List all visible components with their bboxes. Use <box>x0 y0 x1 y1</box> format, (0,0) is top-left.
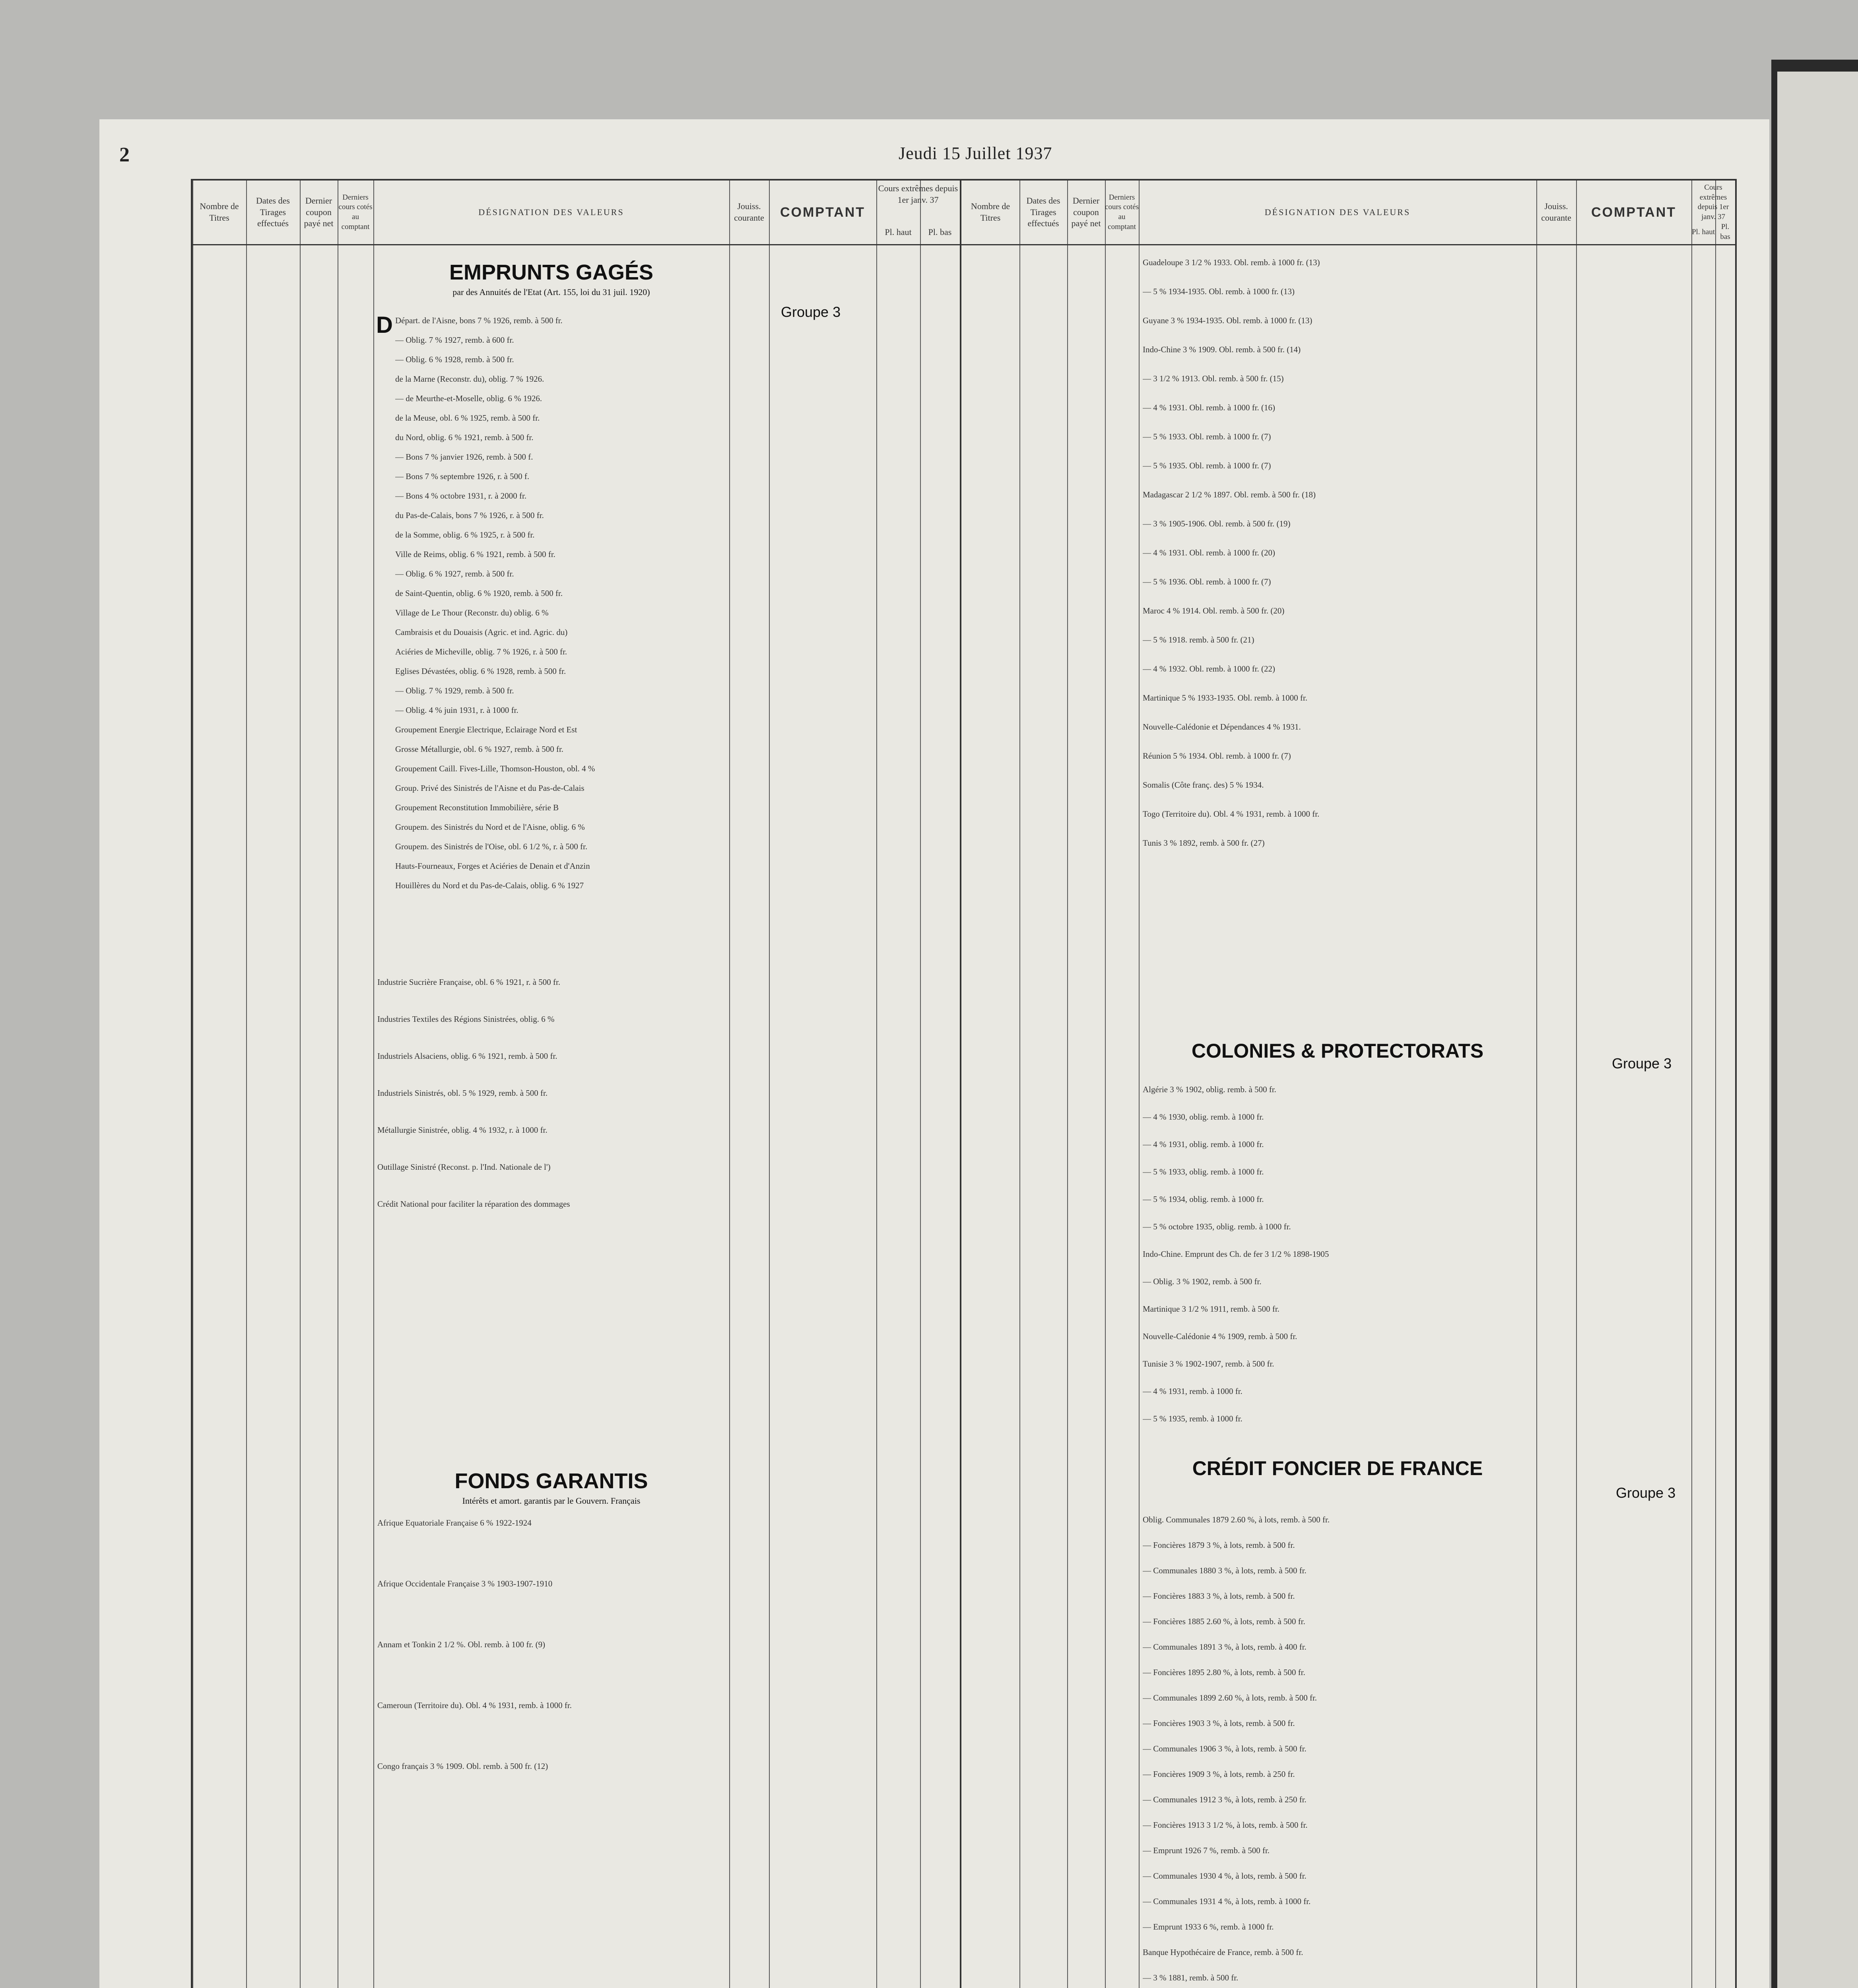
designation-row: — Communales 1880 3 %, à lots, remb. à 500 fr. <box>1143 1566 1307 1575</box>
designation-row: — Bons 7 % septembre 1926, r. à 500 f. <box>395 472 530 481</box>
designation-row: de Saint-Quentin, oblig. 6 % 1920, remb. à 500 fr. <box>395 588 563 598</box>
designation-row: — Oblig. 7 % 1929, remb. à 500 fr. <box>395 686 514 695</box>
colonial-loans-list <box>1143 256 1534 1035</box>
designation-row: Group. Privé des Sinistrés de l'Aisne et du Pas-de-Calais <box>395 783 584 793</box>
designation-row: Nouvelle-Calédonie et Dépendances 4 % 1931. <box>1143 722 1301 732</box>
col-cours-extremes-right: Cours extrêmes depuis 1er janv. 37 <box>1697 183 1729 221</box>
designation-row: Madagascar 2 1/2 % 1897. Obl. remb. à 500 fr. (18) <box>1143 490 1316 499</box>
designation-row: — Foncières 1879 3 %, à lots, remb. à 500 fr. <box>1143 1540 1295 1550</box>
designation-row: Togo (Territoire du). Obl. 4 % 1931, remb. à 1000 fr. <box>1143 809 1320 819</box>
designation-row: — 5 % 1935, remb. à 1000 fr. <box>1143 1414 1243 1423</box>
designation-row: — Communales 1891 3 %, à lots, remb. à 400 fr. <box>1143 1642 1307 1652</box>
col-dates-tirages-right: Dates des Tirages effectués <box>1026 196 1060 229</box>
designation-row: — Oblig. 4 % juin 1931, r. à 1000 fr. <box>395 705 518 715</box>
designation-row: Eglises Dévastées, oblig. 6 % 1928, remb. à 500 fr. <box>395 666 566 676</box>
designation-row: — Oblig. 6 % 1927, remb. à 500 fr. <box>395 569 514 579</box>
designation-row: — de Meurthe-et-Moselle, oblig. 6 % 1926. <box>395 394 542 403</box>
designation-row: — 5 % 1934, oblig. remb. à 1000 fr. <box>1143 1194 1264 1204</box>
designation-row: Village de Le Thour (Reconstr. du) oblig. 6 % <box>395 608 549 617</box>
col-comptant: COMPTANT <box>780 204 866 220</box>
designation-row: — 5 % 1934-1935. Obl. remb. à 1000 fr. (13) <box>1143 287 1295 296</box>
designation-row: Indo-Chine. Emprunt des Ch. de fer 3 1/2 % 1898-1905 <box>1143 1249 1329 1259</box>
designation-row: — 3 % 1881, remb. à 500 fr. <box>1143 1973 1239 1982</box>
designation-row: Crédit National pour faciliter la réparation des dommages <box>377 1199 570 1209</box>
designation-row: Industriels Sinistrés, obl. 5 % 1929, remb. à 500 fr. <box>377 1088 548 1098</box>
designation-row: Martinique 5 % 1933-1935. Obl. remb. à 1000 fr. <box>1143 693 1308 703</box>
designation-row: Départ. de l'Aisne, bons 7 % 1926, remb. à 500 fr. <box>395 316 563 325</box>
designation-row: — 4 % 1931, remb. à 1000 fr. <box>1143 1386 1243 1396</box>
designation-row: du Pas-de-Calais, bons 7 % 1926, r. à 500 fr. <box>395 511 544 520</box>
designation-row: Groupem. des Sinistrés du Nord et de l'Aisne, oblig. 6 % <box>395 822 585 832</box>
col-designation: DÉSIGNATION DES VALEURS <box>478 207 624 217</box>
designation-row: Groupement Reconstitution Immobilière, série B <box>395 803 559 812</box>
designation-row: — Communales 1931 4 %, à lots, remb. à 1000 fr. <box>1143 1897 1311 1906</box>
col-dernier-coupon-right: Dernier coupon payé net <box>1071 196 1101 229</box>
designation-row: Congo français 3 % 1909. Obl. remb. à 500 fr. (12) <box>377 1761 548 1771</box>
designation-row: Afrique Equatoriale Française 6 % 1922-1924 <box>377 1518 532 1528</box>
designation-row: — Communales 1930 4 %, à lots, remb. à 500 fr. <box>1143 1871 1307 1881</box>
col-nombre-titres: Nombre de Titres <box>200 201 239 223</box>
designation-row: — Communales 1912 3 %, à lots, remb. à 250 fr. <box>1143 1795 1307 1804</box>
designation-row: Maroc 4 % 1914. Obl. remb. à 500 fr. (20) <box>1143 606 1285 615</box>
designation-row: Industries Textiles des Régions Sinistrées, oblig. 6 % <box>377 1014 555 1024</box>
designation-row: du Nord, oblig. 6 % 1921, remb. à 500 fr. <box>395 433 534 442</box>
designation-row: — Foncières 1903 3 %, à lots, remb. à 500 fr. <box>1143 1718 1295 1728</box>
designation-row: — 3 1/2 % 1913. Obl. remb. à 500 fr. (15) <box>1143 374 1284 383</box>
designation-row: Aciéries de Micheville, oblig. 7 % 1926, r. à 500 fr. <box>395 647 567 656</box>
designation-row: Réunion 5 % 1934. Obl. remb. à 1000 fr. (7) <box>1143 751 1291 761</box>
section-emprunts-gages: EMPRUNTS GAGÉS <box>449 260 654 284</box>
designation-row: Métallurgie Sinistrée, oblig. 4 % 1932, r. à 1000 fr. <box>377 1125 547 1135</box>
designation-row: — Foncières 1883 3 %, à lots, remb. à 500 fr. <box>1143 1591 1295 1601</box>
designation-row: Hauts-Fourneaux, Forges et Aciéries de Denain et d'Anzin <box>395 861 590 871</box>
designation-row: de la Meuse, obl. 6 % 1925, remb. à 500 fr. <box>395 413 540 423</box>
designation-row: Industriels Alsaciens, oblig. 6 % 1921, remb. à 500 fr. <box>377 1051 557 1061</box>
designation-row: — Emprunt 1933 6 %, remb. à 1000 fr. <box>1143 1922 1274 1932</box>
col-nombre-titres-right: Nombre de Titres <box>971 201 1010 223</box>
designation-row: — Foncières 1885 2.60 %, à lots, remb. à 500 fr. <box>1143 1617 1305 1626</box>
designation-row: Tunis 3 % 1892, remb. à 500 fr. (27) <box>1143 838 1265 848</box>
designation-row: — Oblig. 6 % 1928, remb. à 500 fr. <box>395 355 514 364</box>
designation-row: Industrie Sucrière Française, obl. 6 % 1921, r. à 500 fr. <box>377 977 561 987</box>
designation-row: — 4 % 1931. Obl. remb. à 1000 fr. (20) <box>1143 548 1276 557</box>
designation-row: — 4 % 1930, oblig. remb. à 1000 fr. <box>1143 1112 1264 1122</box>
col-dates-tirages: Dates des Tirages effectués <box>256 196 290 229</box>
designation-row: — Communales 1899 2.60 %, à lots, remb. à 500 fr. <box>1143 1693 1317 1703</box>
col-jouiss-right: Jouiss. courante <box>1541 201 1571 223</box>
col-pl-bas-right: Pl. bas <box>1720 223 1730 241</box>
designation-row: Groupem. des Sinistrés de l'Oise, obl. 6 1/2 %, r. à 500 fr. <box>395 842 588 851</box>
designation-row: — 5 % octobre 1935, oblig. remb. à 1000 fr. <box>1143 1222 1291 1231</box>
designation-row: Indo-Chine 3 % 1909. Obl. remb. à 500 fr. (14) <box>1143 345 1301 354</box>
col-pl-bas: Pl. bas <box>928 227 952 237</box>
designation-row: — 5 % 1933, oblig. remb. à 1000 fr. <box>1143 1167 1264 1176</box>
col-dernier-coupon: Dernier coupon payé net <box>304 196 334 229</box>
group-3-emprunts: Groupe 3 <box>781 304 841 320</box>
col-comptant-right: COMPTANT <box>1591 204 1677 220</box>
designation-row: — Oblig. 3 % 1902, remb. à 500 fr. <box>1143 1277 1262 1286</box>
col-derniers-cours-right: Derniers cours cotés au comptant <box>1105 193 1139 231</box>
designation-row: Ville de Reims, oblig. 6 % 1921, remb. à 500 fr. <box>395 549 555 559</box>
designation-row: Groupement Energie Electrique, Eclairage Nord et Est <box>395 725 577 734</box>
designation-row: — 5 % 1936. Obl. remb. à 1000 fr. (7) <box>1143 577 1271 586</box>
designation-row: Cameroun (Territoire du). Obl. 4 % 1931, remb. à 1000 fr. <box>377 1701 572 1710</box>
designation-row: Oblig. Communales 1879 2.60 %, à lots, remb. à 500 fr. <box>1143 1515 1330 1524</box>
designation-row: Banque Hypothécaire de France, remb. à 500 fr. <box>1143 1947 1303 1957</box>
colonies-list <box>1143 1083 1534 1449</box>
designation-row: — Bons 7 % janvier 1926, remb. à 500 f. <box>395 452 533 462</box>
designation-row: — Foncières 1913 3 1/2 %, à lots, remb. à 500 fr. <box>1143 1820 1308 1830</box>
group-3-colonies: Groupe 3 <box>1612 1055 1672 1072</box>
designation-row: Groupement Caill. Fives-Lille, Thomson-Houston, obl. 4 % <box>395 764 595 773</box>
designation-row: Annam et Tonkin 2 1/2 %. Obl. remb. à 100 fr. (9) <box>377 1640 546 1649</box>
credit-foncier-list <box>1143 1508 1534 1988</box>
designation-row: — Oblig. 7 % 1927, remb. à 600 fr. <box>395 335 514 345</box>
col-jouiss: Jouiss. courante <box>734 201 764 223</box>
designation-row: Algérie 3 % 1902, oblig. remb. à 500 fr. <box>1143 1085 1276 1094</box>
designation-row: Cambraisis et du Douaisis (Agric. et ind. Agric. du) <box>395 627 568 637</box>
section-emprunts-gages-sub: par des Annuités de l'Etat (Art. 155, loi du 31 juil. 1920) <box>452 287 650 297</box>
designation-row: — 5 % 1933. Obl. remb. à 1000 fr. (7) <box>1143 432 1271 441</box>
section-colonies: COLONIES & PROTECTORATS <box>1191 1040 1484 1062</box>
designation-row: Houillères du Nord et du Pas-de-Calais, oblig. 6 % 1927 <box>395 881 584 890</box>
designation-row: Grosse Métallurgie, obl. 6 % 1927, remb. à 500 fr. <box>395 744 564 754</box>
designation-row: — Bons 4 % octobre 1931, r. à 2000 fr. <box>395 491 527 501</box>
group-3-foncier: Groupe 3 <box>1616 1485 1676 1501</box>
designation-row: Guadeloupe 3 1/2 % 1933. Obl. remb. à 1000 fr. (13) <box>1143 258 1320 267</box>
designation-row: Afrique Occidentale Française 3 % 1903-1907-1910 <box>377 1579 553 1588</box>
designation-row: — 3 % 1905-1906. Obl. remb. à 500 fr. (19) <box>1143 519 1291 528</box>
emprunts-gages-list <box>395 314 727 970</box>
designation-row: — Communales 1906 3 %, à lots, remb. à 500 fr. <box>1143 1744 1307 1753</box>
designation-row: Tunisie 3 % 1902-1907, remb. à 500 fr. <box>1143 1359 1274 1369</box>
col-pl-haut: Pl. haut <box>885 227 912 237</box>
designation-row: Guyane 3 % 1934-1935. Obl. remb. à 1000 fr. (13) <box>1143 316 1312 325</box>
section-credit-foncier: CRÉDIT FONCIER DE FRANCE <box>1192 1457 1483 1479</box>
designation-row: — 4 % 1931. Obl. remb. à 1000 fr. (16) <box>1143 403 1276 412</box>
page-header <box>99 143 1769 175</box>
industries-list <box>377 976 727 1453</box>
designation-row: — 4 % 1931, oblig. remb. à 1000 fr. <box>1143 1140 1264 1149</box>
col-pl-haut-right: Pl. haut <box>1691 227 1715 236</box>
designation-row: — 4 % 1932. Obl. remb. à 1000 fr. (22) <box>1143 664 1276 674</box>
newspaper-page <box>99 119 1769 1988</box>
designation-row: de la Somme, oblig. 6 % 1925, r. à 500 fr. <box>395 530 535 540</box>
next-page-edge <box>1777 72 1858 1988</box>
col-cours-extremes: Cours extrêmes depuis 1er janv. 37 <box>878 183 958 205</box>
col-derniers-cours: Derniers cours cotés au comptant <box>338 193 373 231</box>
designation-row: de la Marne (Reconstr. du), oblig. 7 % 1926. <box>395 374 544 384</box>
section-fonds-garantis-sub: Intérêts et amort. garantis par le Gouvern. Français <box>462 1496 641 1506</box>
designation-row: — 5 % 1918. remb. à 500 fr. (21) <box>1143 635 1254 645</box>
designation-row: Nouvelle-Calédonie 4 % 1909, remb. à 500 fr. <box>1143 1332 1297 1341</box>
section-fonds-garantis: FONDS GARANTIS <box>454 1469 648 1493</box>
designation-row: — 5 % 1935. Obl. remb. à 1000 fr. (7) <box>1143 461 1271 470</box>
designation-row: Somalis (Côte franç. des) 5 % 1934. <box>1143 780 1264 790</box>
col-designation-right: DÉSIGNATION DES VALEURS <box>1264 207 1411 217</box>
designation-row: Outillage Sinistré (Reconst. p. l'Ind. Nationale de l') <box>377 1162 551 1172</box>
designation-row: Martinique 3 1/2 % 1911, remb. à 500 fr. <box>1143 1304 1279 1314</box>
designation-row: — Foncières 1895 2.80 %, à lots, remb. à 500 fr. <box>1143 1668 1305 1677</box>
fonds-garantis-list <box>377 1516 727 1988</box>
designation-row: — Emprunt 1926 7 %, remb. à 500 fr. <box>1143 1846 1270 1855</box>
dropcap-d: D <box>376 312 393 338</box>
page-date: Jeudi 15 Juillet 1937 <box>899 144 1052 163</box>
page-number: 2 <box>119 144 130 166</box>
quotation-table <box>191 179 1737 1988</box>
designation-row: — Foncières 1909 3 %, à lots, remb. à 250 fr. <box>1143 1769 1295 1779</box>
